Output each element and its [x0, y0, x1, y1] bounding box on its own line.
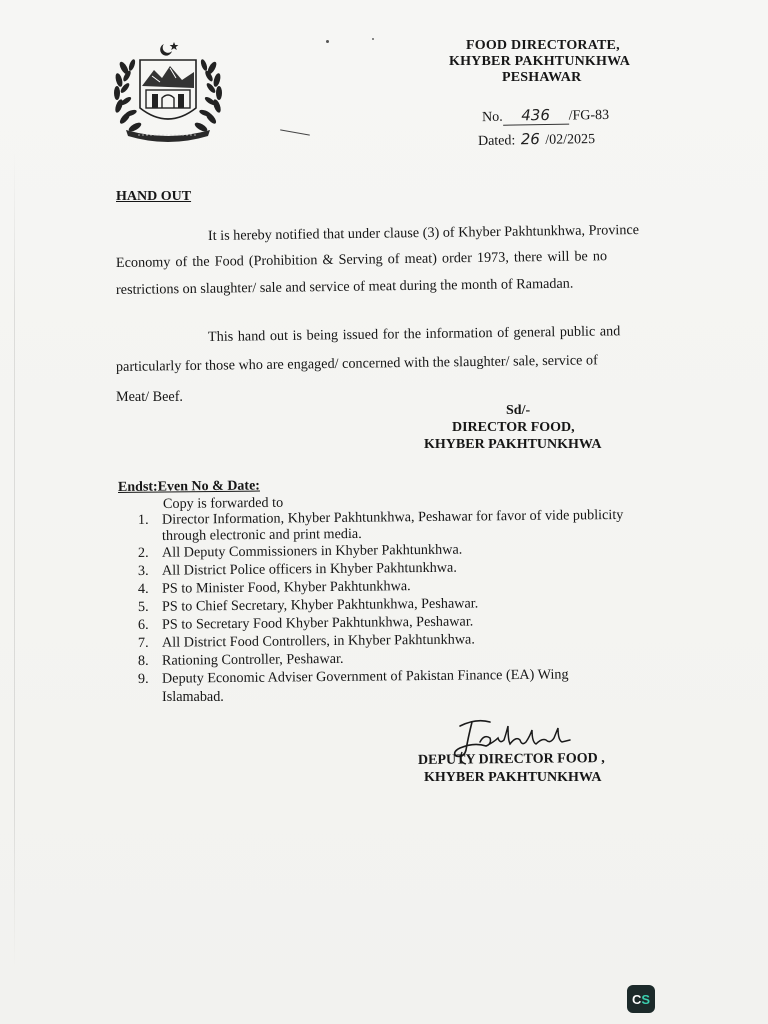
camscanner-badge-label: CS — [631, 991, 651, 1007]
reference-number — [482, 105, 609, 126]
list-item-text: Deputy Economic Adviser Government of Pakistan Finance (EA) Wing — [161, 666, 569, 687]
scan-speck — [372, 38, 374, 40]
list-item-number: 7. — [137, 634, 149, 651]
list-item-number: 9. — [137, 670, 149, 687]
endorsement-intro: Copy is forwarded to — [162, 494, 284, 512]
scan-speck — [326, 40, 329, 43]
dated-label: Dated: — [477, 133, 516, 150]
paragraph-2-line-2: particularly for those who are engaged/ concerned with the slaughter/ sale, service of — [115, 352, 598, 375]
hand-out-title: HAND OUT — [116, 189, 192, 204]
camscanner-badge-icon — [627, 985, 655, 1013]
list-item — [138, 666, 569, 688]
endorsement-heading: Endst:Even No & Date: — [117, 478, 261, 495]
list-item-number: 4. — [137, 580, 149, 597]
dated-rest: /02/2025 — [545, 131, 596, 148]
dated-day: 26 — [520, 129, 541, 149]
reference-number-label: No. — [481, 109, 503, 126]
list-item-text: All District Food Controllers, in Khyber Pakhtunkhwa. — [161, 631, 475, 651]
list-item-number: 6. — [137, 616, 149, 633]
list-item-text: Rationing Controller, Peshawar. — [161, 650, 344, 669]
list-item-continuation: through electronic and print media. — [161, 525, 362, 544]
list-item-number: 5. — [137, 598, 149, 615]
list-item — [138, 651, 344, 670]
list-item — [138, 578, 411, 598]
director-org: KHYBER PAKHTUNKHWA — [424, 437, 602, 452]
pen-mark — [280, 129, 310, 135]
list-item — [138, 631, 475, 652]
paragraph-1-line-1: It is hereby notified that under clause (3) of Khyber Pakhtunkhwa, Province — [207, 221, 640, 244]
list-item-text: All Deputy Commissioners in Khyber Pakhtunkhwa. — [161, 541, 463, 561]
signed-mark: Sd/- — [506, 403, 531, 418]
list-item-number: 8. — [137, 652, 149, 669]
header-line-3: PESHAWAR — [502, 70, 582, 85]
list-item-text: PS to Secretary Food Khyber Pakhtunkhwa, Peshawar. — [161, 613, 474, 633]
dated-line — [478, 129, 595, 150]
paragraph-2-line-3: Meat/ Beef. — [116, 389, 183, 405]
khyber-pakhtunkhwa-emblem-icon — [108, 38, 228, 143]
list-item-number: 1. — [137, 511, 149, 528]
list-item-continuation: Islamabad. — [162, 689, 224, 705]
header-line-2: KHYBER PAKHTUNKHWA — [449, 54, 631, 69]
reference-number-suffix: /FG-83 — [568, 107, 610, 124]
list-item-number: 2. — [137, 544, 149, 561]
paragraph-2-line-1: This hand out is being issued for the information of general public and — [207, 323, 621, 345]
deputy-director-title: DEPUTY DIRECTOR FOOD , — [417, 751, 605, 768]
header-line-1: FOOD DIRECTORATE, — [466, 38, 620, 53]
list-item-text: Director Information, Khyber Pakhtunkhwa, Peshawar for favor of vide publicity — [161, 506, 624, 528]
list-item — [138, 560, 457, 580]
page-edge-shadow — [14, 150, 15, 970]
list-item — [138, 595, 478, 616]
list-item — [138, 613, 473, 634]
director-title: DIRECTOR FOOD, — [452, 420, 575, 435]
list-item-number: 3. — [137, 562, 149, 579]
reference-number-value: 436 — [502, 106, 568, 126]
deputy-director-org: KHYBER PAKHTUNKHWA — [424, 770, 602, 785]
list-item-text: PS to Chief Secretary, Khyber Pakhtunkhwa, Peshawar. — [161, 595, 479, 615]
list-item-text: All District Police officers in Khyber Pakhtunkhwa. — [161, 559, 457, 579]
paragraph-1-line-2: Economy of the Food (Prohibition & Serving of meat) order 1973, there will be no — [115, 248, 608, 271]
list-item-text: PS to Minister Food, Khyber Pakhtunkhwa. — [161, 578, 411, 597]
list-item — [138, 542, 462, 562]
paragraph-1-line-3: restrictions on slaughter/ sale and service of meat during the month of Ramadan. — [115, 275, 574, 298]
